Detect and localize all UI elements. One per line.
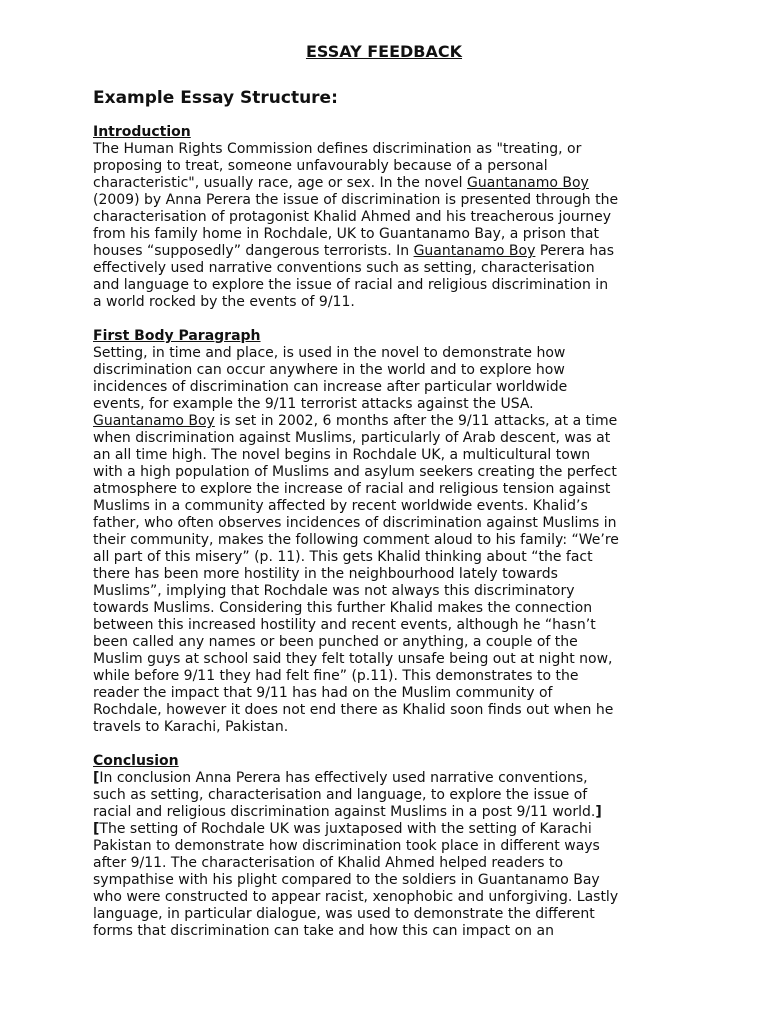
text-line: an all time high. The novel begins in Rochdale UK, a multicultural town [93, 447, 591, 463]
text-line: [The setting of Rochdale UK was juxtaposed with the setting of Karachi [93, 821, 592, 837]
text-line: their community, makes the following comment aloud to his family: “We’re [93, 532, 619, 548]
book-title: Guantanamo Boy [413, 243, 536, 259]
conclusion-paragraph [93, 770, 618, 940]
text-line: towards Muslims. Considering this further Khalid makes the connection [93, 600, 593, 616]
book-title: Guantanamo Boy [467, 175, 589, 191]
essay-structure-heading: Example Essay Structure: [93, 88, 338, 108]
text-line: been called any names or been punched or anything, a couple of the [93, 634, 578, 650]
text-line: Muslims”, implying that Rochdale was not always this discriminatory [93, 583, 575, 599]
text-line: incidences of discrimination can increase after particular worldwide [93, 379, 568, 395]
text-line: houses “supposedly” dangerous terrorists. In Guantanamo Boy Perera has [93, 243, 614, 259]
text-line: characteristic", usually race, age or sex. In the novel Guantanamo Boy [93, 175, 589, 191]
bracket-marker: [ [93, 821, 100, 837]
text-line: travels to Karachi, Pakistan. [93, 719, 289, 735]
introduction-title: Introduction [93, 124, 191, 140]
text-line: proposing to treat, someone unfavourably because of a personal [93, 158, 548, 174]
bracket-marker: ] [595, 804, 602, 820]
text-line: effectively used narrative conventions such as setting, characterisation [93, 260, 595, 276]
text-line: after 9/11. The characterisation of Khalid Ahmed helped readers to [93, 855, 564, 871]
text-line: language, in particular dialogue, was used to demonstrate the different [93, 906, 595, 922]
conclusion-title: Conclusion [93, 753, 179, 769]
text-line: (2009) by Anna Perera the issue of discrimination is presented through the [93, 192, 619, 208]
introduction-paragraph [93, 141, 618, 311]
first-body-title: First Body Paragraph [93, 328, 261, 344]
book-title: Guantanamo Boy [93, 413, 215, 429]
text-line: Muslims in a community affected by recent worldwide events. Khalid’s [93, 498, 588, 514]
text-line: atmosphere to explore the increase of racial and religious tension against [93, 481, 611, 497]
text-line: Pakistan to demonstrate how discrimination took place in different ways [93, 838, 600, 854]
bracket-marker: [ [93, 770, 100, 786]
text-line: all part of this misery” (p. 11). This gets Khalid thinking about “the fact [93, 549, 593, 565]
first-body-paragraph [93, 345, 619, 736]
text-line: characterisation of protagonist Khalid Ahmed and his treacherous journey [93, 209, 612, 225]
text-line: [In conclusion Anna Perera has effectively used narrative conventions, [93, 770, 588, 786]
text-line: forms that discrimination can take and how this can impact on an [93, 923, 554, 939]
text-line: discrimination can occur anywhere in the world and to explore how [93, 362, 565, 378]
text-line: Guantanamo Boy is set in 2002, 6 months after the 9/11 attacks, at a time [93, 413, 618, 429]
text-line: father, who often observes incidences of discrimination against Muslims in [93, 515, 617, 531]
text-line: reader the impact that 9/11 has had on the Muslim community of [93, 685, 553, 701]
text-line: Rochdale, however it does not end there as Khalid soon finds out when he [93, 702, 614, 718]
text-line: who were constructed to appear racist, xenophobic and unforgiving. Lastly [93, 889, 619, 905]
text-line: a world rocked by the events of 9/11. [93, 294, 355, 310]
text-line: Muslim guys at school said they felt totally unsafe being out at night now, [93, 651, 613, 667]
document-title: ESSAY FEEDBACK [305, 42, 463, 61]
text-line: The Human Rights Commission defines discrimination as "treating, or [93, 141, 582, 157]
text-line: when discrimination against Muslims, particularly of Arab descent, was at [93, 430, 611, 446]
text-line: events, for example the 9/11 terrorist attacks against the USA. [93, 396, 534, 412]
text-line: between this increased hostility and recent events, although he “hasn’t [93, 617, 596, 633]
text-line: racial and religious discrimination against Muslims in a post 9/11 world.] [93, 804, 602, 820]
text-line: with a high population of Muslims and asylum seekers creating the perfect [93, 464, 617, 480]
text-line: while before 9/11 they had felt fine” (p.11). This demonstrates to the [93, 668, 579, 684]
text-line: sympathise with his plight compared to the soldiers in Guantanamo Bay [93, 872, 600, 888]
text-line: Setting, in time and place, is used in the novel to demonstrate how [93, 345, 566, 361]
text-line: there has been more hostility in the neighbourhood lately towards [93, 566, 558, 582]
text-line: such as setting, characterisation and language, to explore the issue of [93, 787, 588, 803]
text-line: and language to explore the issue of racial and religious discrimination in [93, 277, 609, 293]
text-line: from his family home in Rochdale, UK to Guantanamo Bay, a prison that [93, 226, 599, 242]
